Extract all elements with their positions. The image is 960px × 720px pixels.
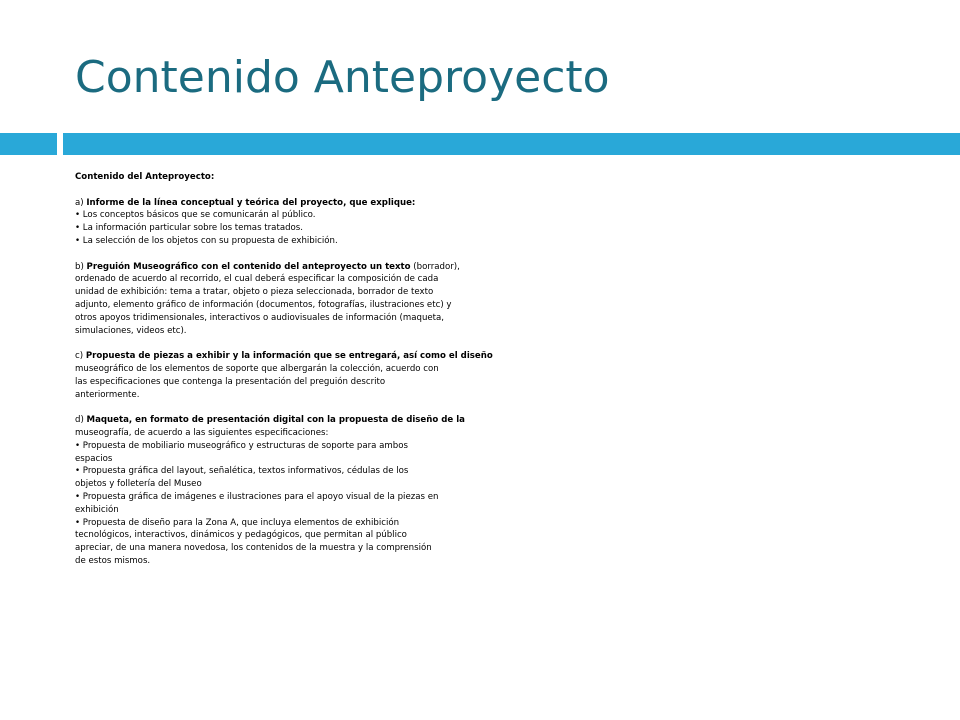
section-d-title-line [75, 414, 545, 427]
section-b-letter: b) [75, 261, 87, 272]
section-d-line: • Propuesta de mobiliario museográfico y estructuras de soporte para ambos [75, 440, 408, 451]
section-d-line: de estos mismos. [75, 555, 151, 566]
section-d-title: Maqueta, en formato de presentación digital con la propuesta de diseño de la [86, 415, 465, 426]
slide-body [75, 171, 545, 568]
section-c-letter: c) [75, 351, 86, 362]
section-d-line: apreciar, de una manera novedosa, los contenidos de la muestra y la comprensión [75, 543, 432, 554]
section-c-line: museográfico de los elementos de soporte que albergarán la colección, acuerdo con [75, 363, 439, 374]
section-b-title: Preguión Museográfico con el contenido del anteproyecto un texto [86, 261, 411, 272]
slide-title: Contenido Anteproyecto [75, 52, 610, 103]
section-d-line: • Propuesta de diseño para la Zona A, que incluya elementos de exhibición [75, 517, 400, 528]
section-b-line: simulaciones, videos etc). [75, 325, 187, 336]
section-b-suffix: (borrador), [410, 261, 460, 272]
section-d-line: exhibición [75, 504, 119, 515]
section-d-line: tecnológicos, interactivos, dinámicos y pedagógicos, que permitan al público [75, 530, 407, 541]
accent-bar-left [0, 133, 57, 155]
section-a-bullet: • Los conceptos básicos que se comunicarán al público. [75, 210, 316, 221]
section-c-title: Propuesta de piezas a exhibir y la información que se entregará, así como el diseño [85, 351, 493, 362]
accent-bar-right [63, 133, 960, 155]
section-b-line: otros apoyos tridimensionales, interactivos o audiovisuales de información (maqueta, [75, 312, 445, 323]
content-heading: Contenido del Anteproyecto: [75, 172, 215, 182]
section-a-letter: a) [75, 197, 87, 208]
section-a-bullet: • La selección de los objetos con su propuesta de exhibición. [75, 235, 338, 246]
section-d-line: • Propuesta gráfica del layout, señalética, textos informativos, cédulas de los [75, 466, 409, 477]
section-b-line: adjunto, elemento gráfico de información (documentos, fotografías, ilustraciones etc) y [75, 299, 452, 310]
section-b-line: ordenado de acuerdo al recorrido, el cual deberá especificar la composición de cada [75, 274, 439, 285]
section-d-line: espacios [75, 453, 113, 464]
section-d-line: museografía, de acuerdo a las siguientes especificaciones: [75, 427, 329, 438]
section-a-bullet: • La información particular sobre los temas tratados. [75, 223, 304, 234]
spacer [75, 184, 545, 197]
section-b-title-line [75, 261, 545, 274]
section-b-line: unidad de exhibición: tema a tratar, objeto o pieza seleccionada, borrador de texto [75, 287, 434, 298]
section-d-line: • Propuesta gráfica de imágenes e ilustraciones para el apoyo visual de la piezas en [75, 491, 439, 502]
section-c-line: anteriormente. [75, 389, 140, 400]
section-c-line: las especificaciones que contenga la presentación del preguión descrito [75, 376, 386, 387]
section-a-title: Informe de la línea conceptual y teórica del proyecto, que explique: [86, 197, 416, 208]
section-a-title-line [75, 197, 545, 210]
section-c-title-line [75, 350, 545, 363]
section-d-line: objetos y folletería del Museo [75, 479, 202, 490]
spacer [75, 401, 545, 414]
spacer [75, 337, 545, 350]
spacer [75, 248, 545, 261]
section-d-letter: d) [75, 415, 87, 426]
